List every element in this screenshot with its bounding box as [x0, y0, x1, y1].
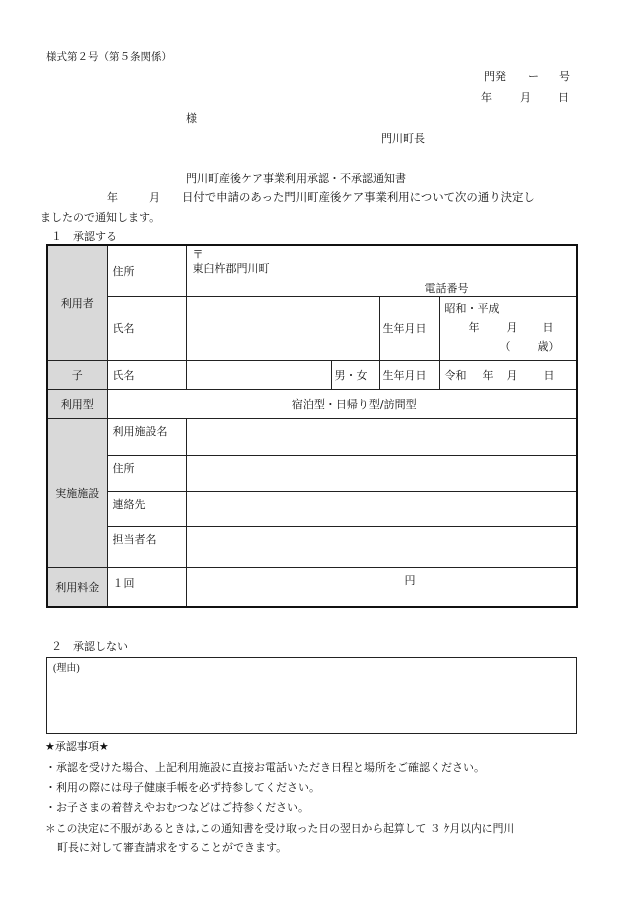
child-birthdate-cell[interactable] [439, 360, 577, 389]
usage-type-options[interactable]: 宿泊型・日帰り型/訪問型 [107, 389, 577, 418]
intro-line1: 日付で申請のあった門川町産後ケア事業利用について次の通り決定し [182, 190, 535, 204]
bd-month: 月 [506, 320, 518, 334]
appeal-line1: ＊この決定に不服があるときは,この通知書を受け取った日の翌日から起算して ３ ｹ月以内に門川 [45, 822, 515, 835]
section1-heading: １ 承認する [51, 230, 117, 243]
date-month: 月 [520, 91, 531, 104]
name-label: 氏名 [107, 296, 186, 360]
facility-staff-label: 担当者名 [107, 526, 186, 567]
notes-heading: ★承認事項★ [45, 740, 109, 753]
name-value[interactable] [186, 296, 379, 360]
doc-number-suffix: 号 [559, 70, 570, 83]
address-cell[interactable] [186, 245, 577, 296]
address-label: 住所 [107, 245, 186, 296]
date-day: 日 [558, 91, 569, 104]
birthdate-label: 生年月日 [379, 296, 439, 360]
facility-staff-value[interactable] [186, 526, 577, 567]
facility-name-value[interactable] [186, 418, 577, 455]
age-open: （ [499, 339, 511, 353]
address-value: 東臼杵郡門川町 [192, 262, 270, 275]
child-year: 年 [482, 368, 494, 382]
facility-address-value[interactable] [186, 455, 577, 491]
postal-mark: 〒 [192, 248, 204, 261]
reason-label: (理由) [53, 663, 80, 674]
sex-options[interactable]: 男・女 [331, 360, 379, 389]
issuer: 門川町長 [381, 132, 425, 145]
note-item: ・承認を受けた場合、上記利用施設に直接お電話いただき日程と場所をご確認ください。 [45, 761, 485, 774]
intro-month: 月 [149, 191, 160, 204]
doc-number-prefix: 門発 [484, 70, 506, 83]
document-title: 門川町産後ケア事業利用承認・不承認通知書 [186, 172, 406, 185]
child-label: 子 [47, 360, 107, 389]
facility-label: 実施施設 [47, 418, 107, 567]
phone-label: 電話番号 [424, 282, 469, 295]
date-year: 年 [481, 91, 492, 104]
section2-heading: ２ 承認しない [51, 640, 128, 653]
facility-contact-value[interactable] [186, 491, 577, 526]
bd-year: 年 [468, 320, 480, 334]
approval-table [46, 244, 578, 608]
child-birthdate-label: 生年月日 [379, 360, 439, 389]
facility-address-label: 住所 [107, 455, 186, 491]
note-item: ・お子さまの着替えやおむつなどはご持参ください。 [45, 801, 309, 814]
fee-label: 利用料金 [47, 567, 107, 607]
appeal-line2: 町長に対して審査請求をすることができます。 [57, 841, 288, 854]
doc-number-dash: ー [528, 70, 539, 83]
fee-value-cell[interactable] [186, 567, 577, 607]
child-day: 日 [543, 368, 555, 382]
intro-line2: ましたので通知します。 [40, 211, 161, 224]
fee-currency: 円 [404, 573, 416, 587]
era-options: 昭和・平成 [444, 301, 500, 315]
birthdate-cell[interactable] [439, 296, 577, 360]
facility-name-label: 利用施設名 [107, 418, 186, 455]
age-close: 歳） [537, 339, 560, 353]
child-name-value[interactable] [186, 360, 331, 389]
fee-unit: １回 [107, 567, 186, 607]
note-item: ・利用の際には母子健康手帳を必ず持参してください。 [45, 781, 320, 794]
facility-contact-label: 連絡先 [107, 491, 186, 526]
child-month: 月 [506, 368, 518, 382]
reason-box[interactable] [46, 657, 577, 734]
intro-year: 年 [107, 191, 118, 204]
bd-day: 日 [542, 320, 554, 334]
addressee-suffix: 様 [186, 112, 197, 125]
form-number: 様式第２号（第５条関係） [46, 51, 172, 63]
child-name-label: 氏名 [107, 360, 186, 389]
child-era: 令和 [444, 368, 467, 382]
usage-type-label: 利用型 [47, 389, 107, 418]
user-label: 利用者 [47, 245, 107, 360]
